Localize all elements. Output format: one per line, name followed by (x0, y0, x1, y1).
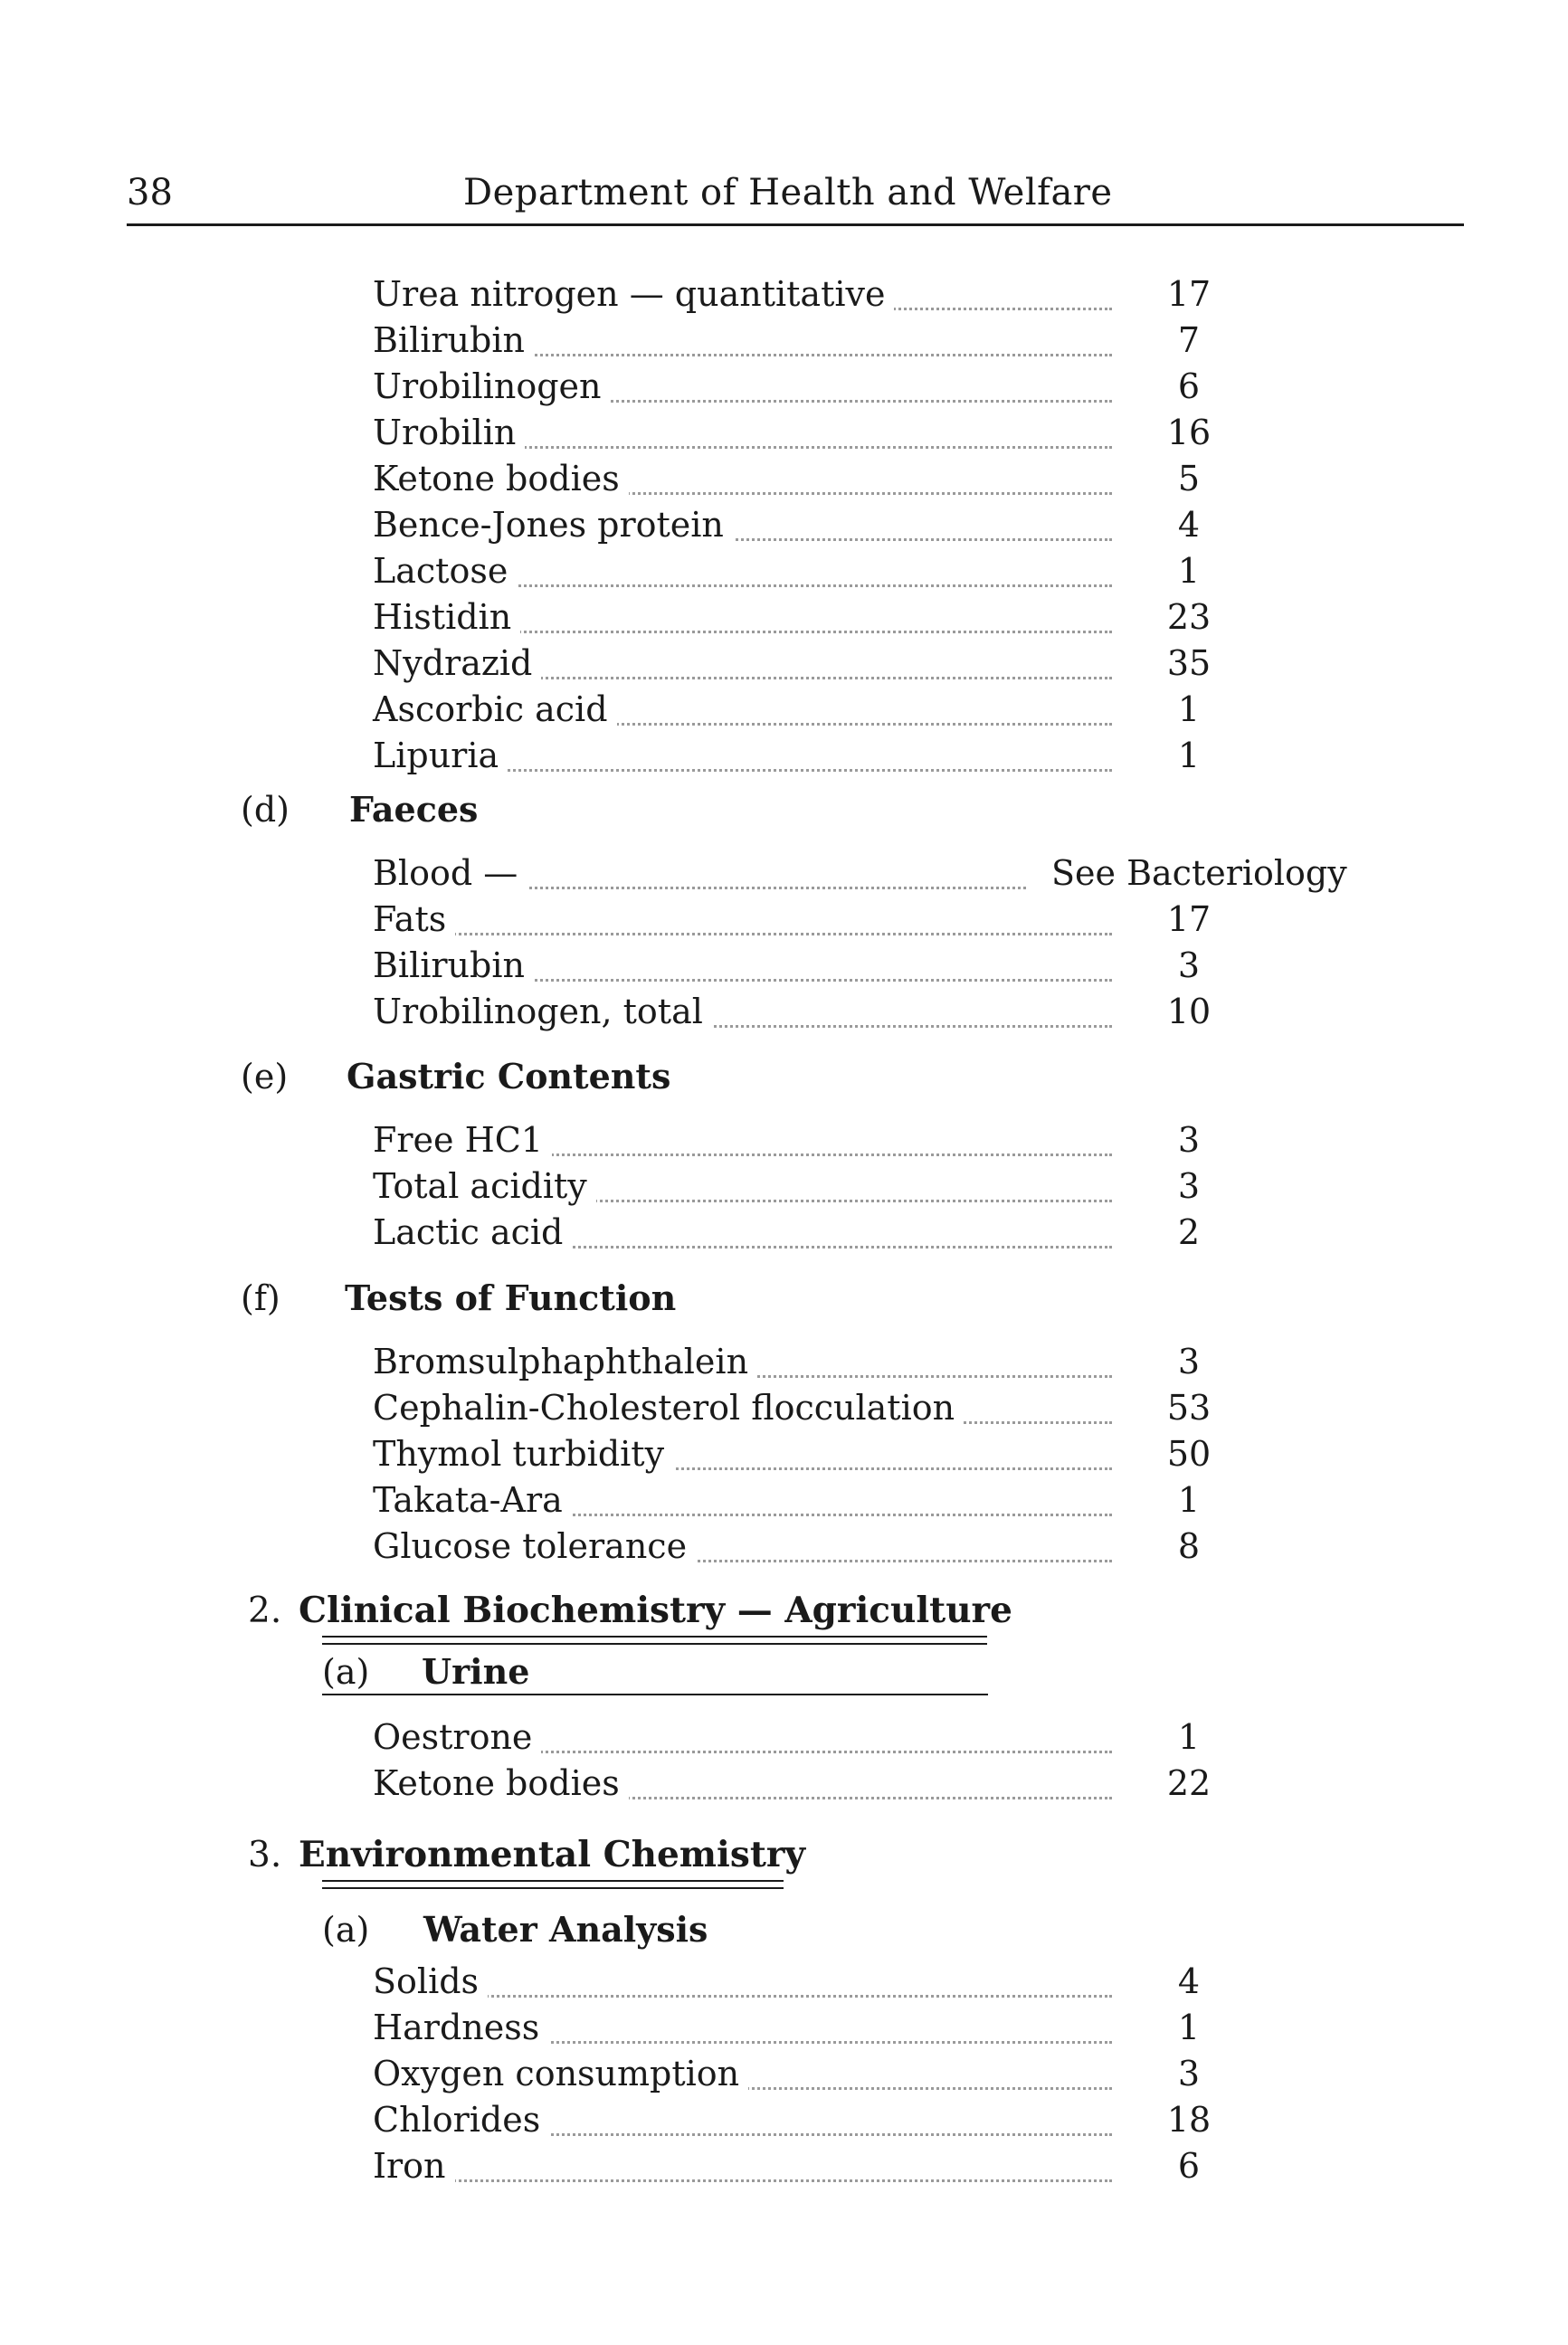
urine-label: Histidin (373, 594, 520, 640)
agriculture-urine-count: 1 (1145, 1714, 1225, 1760)
section3-title: Environmental Chemistry (299, 1834, 806, 1875)
agriculture-urine-row (373, 1714, 1225, 1760)
gastric-label: Total acidity (373, 1163, 596, 1209)
water-analysis-row (373, 2051, 1225, 2096)
water-analysis-row (373, 2097, 1225, 2142)
section3-sub-title: Water Analysis (423, 1909, 708, 1950)
faeces-label: Blood — (373, 850, 527, 896)
urine-row (373, 641, 1225, 686)
function-test-row (373, 1385, 1225, 1430)
agriculture-urine-row (373, 1761, 1225, 1806)
function-test-label: Cephalin-Cholesterol flocculation (373, 1385, 964, 1430)
function-test-label: Bromsulphaphthalein (373, 1339, 757, 1384)
gastric-label: Free HC1 (373, 1117, 552, 1163)
section3-sub-marker: (a) (322, 1910, 370, 1950)
urine-row (373, 733, 1225, 778)
urine-label: Urobilinogen (373, 364, 611, 409)
function-test-label: Glucose tolerance (373, 1524, 696, 1569)
gastric-count: 2 (1145, 1210, 1225, 1255)
urine-row (373, 594, 1225, 640)
urine-label: Nydrazid (373, 641, 541, 686)
faeces-row (373, 897, 1225, 942)
urine-count: 6 (1145, 364, 1225, 409)
gastric-row (373, 1117, 1225, 1163)
urine-row (373, 271, 1225, 317)
faeces-label: Urobilinogen, total (373, 989, 712, 1034)
urine-label: Bilirubin (373, 318, 534, 363)
function-test-row (373, 1524, 1225, 1569)
water-analysis-count: 1 (1145, 2005, 1225, 2050)
urine-label: Lipuria (373, 733, 508, 778)
section2-title: Clinical Biochemistry — Agriculture (299, 1590, 1012, 1631)
urine-count: 16 (1145, 410, 1225, 455)
urine-count: 7 (1145, 318, 1225, 363)
urine-row (373, 548, 1225, 593)
dot-leader (373, 897, 1112, 935)
gastric-marker: (e) (241, 1057, 289, 1097)
function-test-label: Takata-Ara (373, 1477, 572, 1523)
section3-number: 3. (248, 1835, 282, 1875)
water-analysis-row (373, 2143, 1225, 2188)
faeces-row (373, 850, 1347, 896)
function-test-count: 1 (1145, 1477, 1225, 1523)
gastric-count: 3 (1145, 1163, 1225, 1209)
urine-row (373, 456, 1225, 501)
urine-row (373, 318, 1225, 363)
function-test-label: Thymol turbidity (373, 1431, 673, 1476)
faeces-row (373, 943, 1225, 988)
section2-heading (248, 1588, 1012, 1634)
section2-subheading (322, 1649, 529, 1695)
section3-heading (248, 1832, 805, 1878)
section2-number: 2. (248, 1590, 282, 1631)
urine-count: 1 (1145, 687, 1225, 732)
faeces-heading (241, 787, 478, 832)
running-title: Department of Health and Welfare (463, 172, 1113, 214)
water-analysis-label: Chlorides (373, 2097, 549, 2142)
section3-rule (322, 1880, 784, 1889)
urine-label: Urea nitrogen — quantitative (373, 271, 894, 317)
water-analysis-label: Hardness (373, 2005, 548, 2050)
function-tests-heading (241, 1276, 676, 1321)
faeces-count: 17 (1145, 897, 1225, 942)
agriculture-urine-label: Oestrone (373, 1714, 541, 1760)
urine-count: 35 (1145, 641, 1225, 686)
urine-label: Ascorbic acid (373, 687, 617, 732)
urine-row (373, 687, 1225, 732)
faeces-label: Fats (373, 897, 455, 942)
water-analysis-count: 6 (1145, 2143, 1225, 2188)
urine-label: Bence-Jones protein (373, 502, 733, 547)
water-analysis-row (373, 2005, 1225, 2050)
section3-subheading (322, 1907, 708, 1952)
urine-label: Lactose (373, 548, 517, 593)
function-tests-marker: (f) (241, 1278, 280, 1318)
faeces-count: 10 (1145, 989, 1225, 1034)
urine-count: 1 (1145, 548, 1225, 593)
urine-count: 1 (1145, 733, 1225, 778)
water-analysis-count: 18 (1145, 2097, 1225, 2142)
urine-count: 23 (1145, 594, 1225, 640)
agriculture-urine-count: 22 (1145, 1761, 1225, 1806)
water-analysis-label: Oxygen consumption (373, 2051, 748, 2096)
urine-count: 5 (1145, 456, 1225, 501)
gastric-row (373, 1210, 1225, 1255)
urine-row (373, 410, 1225, 455)
agriculture-urine-label: Ketone bodies (373, 1761, 629, 1806)
urine-row (373, 502, 1225, 547)
function-test-count: 50 (1145, 1431, 1225, 1476)
faeces-label: Bilirubin (373, 943, 534, 988)
gastric-row (373, 1163, 1225, 1209)
section2-rule (322, 1636, 987, 1645)
faeces-title: Faeces (349, 789, 479, 830)
faeces-count: 3 (1145, 943, 1225, 988)
function-tests-title: Tests of Function (345, 1277, 677, 1318)
page-number: 38 (127, 172, 173, 214)
water-analysis-label: Iron (373, 2143, 455, 2188)
gastric-count: 3 (1145, 1117, 1225, 1163)
water-analysis-label: Solids (373, 1959, 488, 2004)
gastric-label: Lactic acid (373, 1210, 572, 1255)
function-test-count: 3 (1145, 1339, 1225, 1384)
function-test-count: 8 (1145, 1524, 1225, 1569)
function-test-count: 53 (1145, 1385, 1225, 1430)
faeces-row (373, 989, 1225, 1034)
function-test-row (373, 1477, 1225, 1523)
water-analysis-count: 3 (1145, 2051, 1225, 2096)
faeces-count: See Bacteriology (1044, 850, 1347, 896)
section2-sub-rule (322, 1694, 988, 1695)
gastric-title: Gastric Contents (347, 1056, 671, 1097)
water-analysis-row (373, 1959, 1225, 2004)
section2-sub-marker: (a) (322, 1652, 370, 1692)
urine-label: Ketone bodies (373, 456, 629, 501)
water-analysis-count: 4 (1145, 1959, 1225, 2004)
gastric-heading (241, 1054, 670, 1099)
dot-leader (373, 2143, 1112, 2182)
section2-sub-title: Urine (422, 1651, 530, 1692)
urine-count: 17 (1145, 271, 1225, 317)
function-test-row (373, 1339, 1225, 1384)
urine-row (373, 364, 1225, 409)
faeces-marker: (d) (241, 790, 290, 830)
urine-label: Urobilin (373, 410, 525, 455)
function-test-row (373, 1431, 1225, 1476)
urine-count: 4 (1145, 502, 1225, 547)
